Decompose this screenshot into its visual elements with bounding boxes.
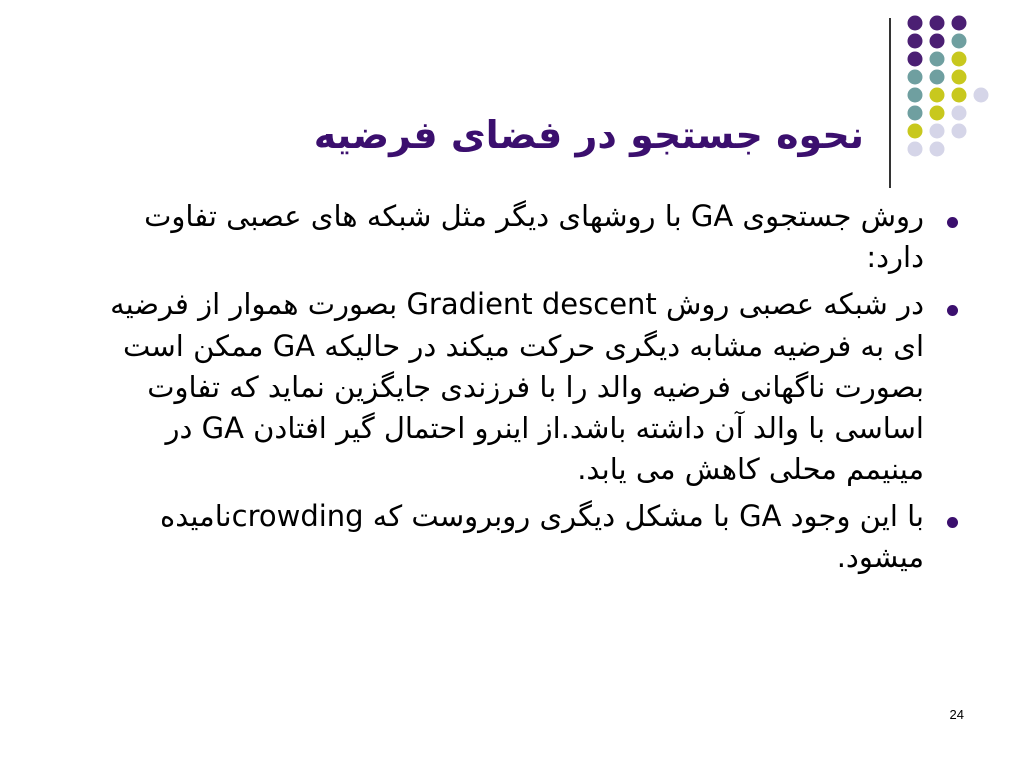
decorative-dot [908,52,923,67]
decorative-dot [930,88,945,103]
decorative-dot [908,70,923,85]
decorative-dot [908,16,923,31]
bullet-item-2 [80,284,960,490]
bullet-item-3 [80,496,960,578]
decorative-dot [930,142,945,157]
decorative-dot [952,124,967,139]
decorative-dot [908,124,923,139]
slide-content [80,196,960,585]
decorative-dot [930,52,945,67]
decorative-dot [952,16,967,31]
title-divider [889,18,891,188]
decorative-dot [952,70,967,85]
bullet-list [80,196,960,579]
decorative-dot [908,142,923,157]
decorative-dot [930,34,945,49]
decorative-dot-grid [905,15,1005,165]
decorative-dot [930,124,945,139]
bullet-text-1: روش جستجوی GA با روشهای دیگر مثل شبکه های عصبی تفاوت دارد: [144,199,924,275]
decorative-dot [974,88,989,103]
decorative-dot [952,106,967,121]
bullet-dot-icon [947,517,958,528]
bullet-text-2: در شبکه عصبی روش Gradient descent بصورت هموار از فرضیه ای به فرضیه مشابه دیگری حرکت میکند در حالیکه GA ممکن است بصورت ناگهانی فرضیه والد را با فرزندی جایگزین نماید که تفاوت اساسی با والد آن داشته باشد.از اینرو احتمال گیر افتادن GA در مینیمم محلی کاهش می یابد. [110,287,924,487]
slide-title: نحوه جستجو در فضای فرضیه [313,113,864,158]
decorative-dot [908,106,923,121]
decorative-dot [908,88,923,103]
bullet-text-3: با این وجود GA با مشکل دیگری روبروست که crowdingنامیده میشود. [160,499,924,575]
decorative-dot [952,34,967,49]
bullet-item-1 [80,196,960,278]
bullet-dot-icon [947,305,958,316]
decorative-dot [930,16,945,31]
decorative-dot [952,88,967,103]
decorative-dot [930,70,945,85]
decorative-dot [930,106,945,121]
bullet-dot-icon [947,217,958,228]
decorative-dot [908,34,923,49]
decorative-dot [952,52,967,67]
page-number: 24 [949,707,964,722]
